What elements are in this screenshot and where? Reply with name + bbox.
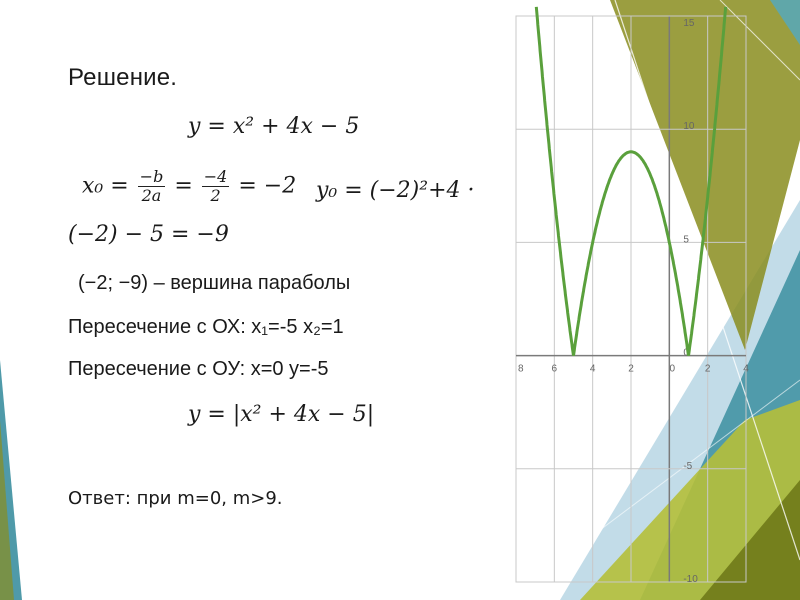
- main-equation: y = x² + 4x − 5: [188, 114, 360, 139]
- x-tick-label: 8: [518, 363, 524, 375]
- y-tick-label: 10: [683, 121, 695, 133]
- fraction-numerator: −4: [203, 167, 228, 186]
- x-tick-label: 4: [743, 363, 749, 375]
- fraction-denominator: 2: [210, 186, 221, 205]
- x0-lhs: x₀ =: [82, 173, 129, 199]
- x0-result: = −2: [238, 173, 297, 199]
- equals-sign: =: [174, 173, 193, 199]
- fraction-numerator: −b: [139, 167, 164, 186]
- x-tick-label: 2: [704, 363, 711, 375]
- vertex-statement: (−2; −9) – вершина параболы: [78, 272, 351, 294]
- y-tick-label: 0: [683, 347, 689, 359]
- graph-tick-labels: [518, 18, 749, 585]
- y-tick-label: 15: [683, 18, 695, 29]
- graph-grid: [516, 16, 746, 582]
- oy-intersection: Пересечение с ОУ: x=0 y=-5: [68, 358, 329, 380]
- x-tick-label: 4: [589, 363, 596, 375]
- y-tick-label: -5: [683, 460, 693, 472]
- fraction-denominator: 2a: [141, 186, 162, 205]
- solution-heading: Решение.: [68, 64, 178, 91]
- y-tick-label: 5: [683, 234, 689, 246]
- y-tick-label: -10: [683, 574, 698, 585]
- fraction-minus-b-over-2a: [138, 168, 166, 205]
- answer-text: Ответ: при m=0, m>9.: [68, 488, 283, 509]
- ox-intersection: Пересечение с ОХ: x₁=-5 x₂=1: [68, 316, 344, 338]
- fraction-minus-4-over-2: [202, 168, 230, 205]
- vertex-y-formula-line2: (−2) − 5 = −9: [68, 222, 229, 247]
- vertex-y-formula-line1: y₀ = (−2)²+4 ·: [316, 178, 475, 203]
- x-tick-label: 6: [551, 363, 558, 375]
- vertex-x-formula: [82, 168, 296, 205]
- x-tick-label: 0: [669, 363, 676, 375]
- x-tick-label: 2: [628, 363, 634, 375]
- abs-equation: y = |x² + 4x − 5|: [188, 402, 375, 427]
